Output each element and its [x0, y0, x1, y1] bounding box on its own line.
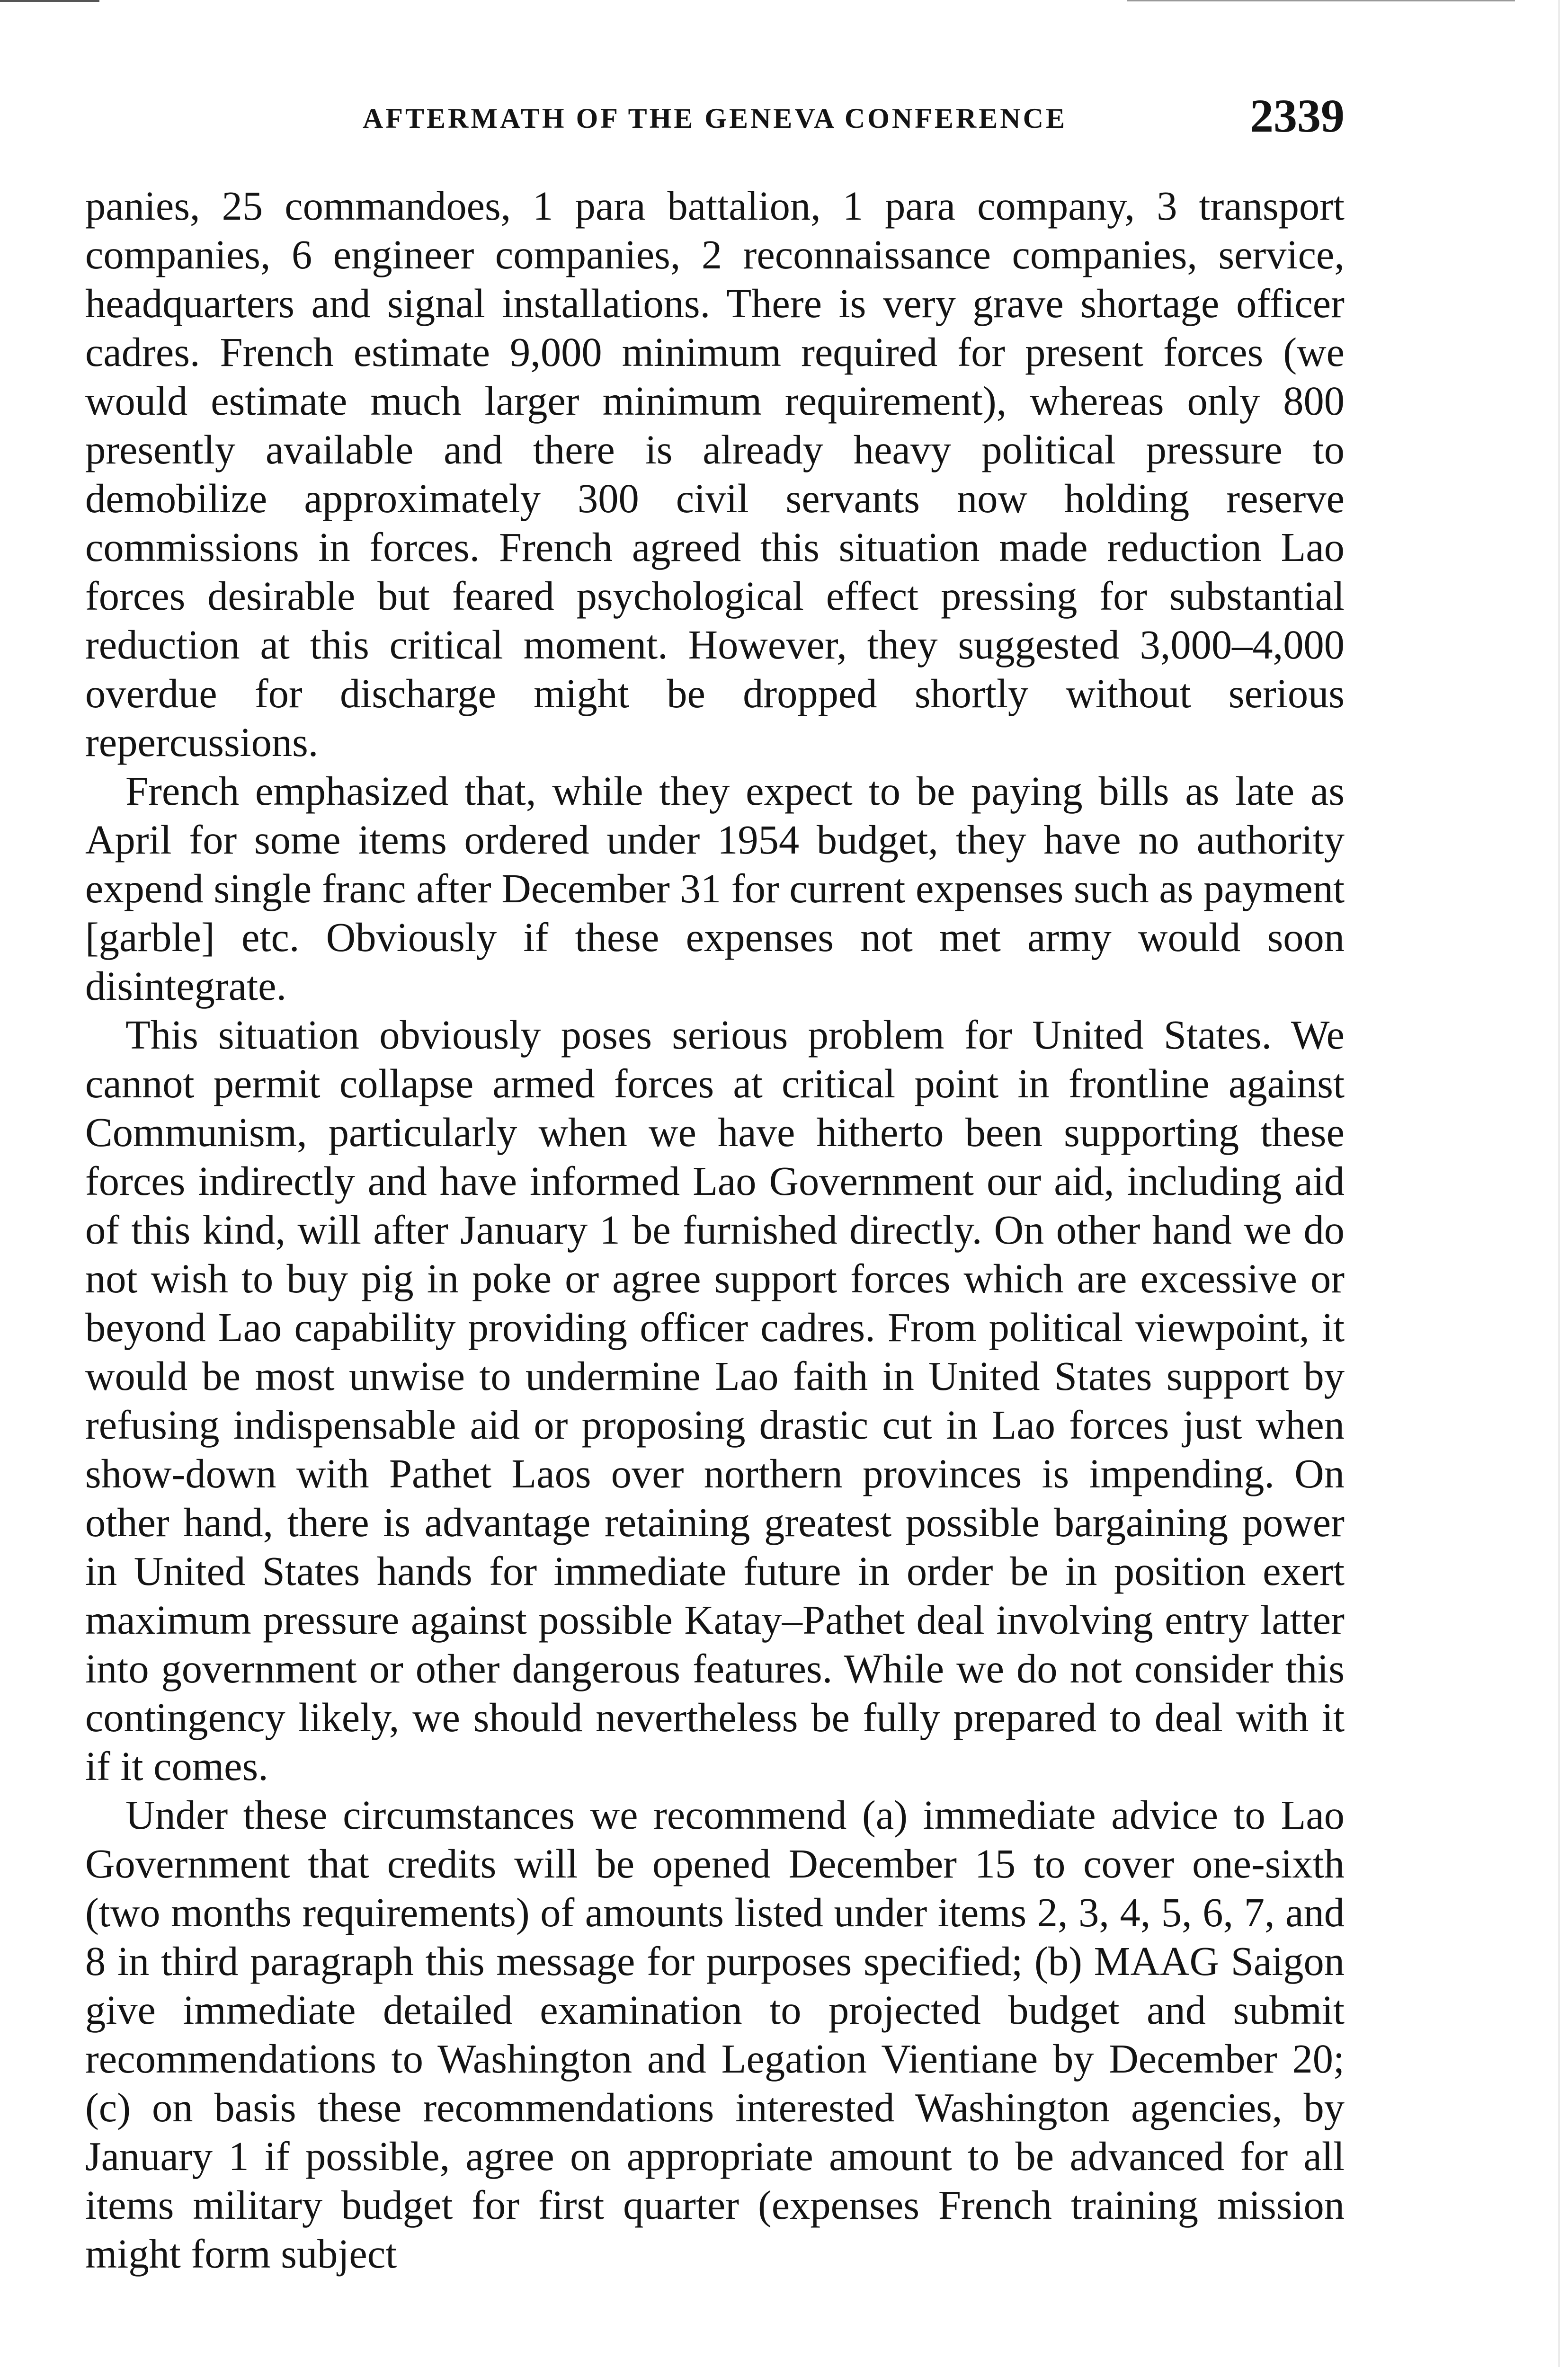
paragraph-2: French emphasized that, while they expect to be paying bills as late as April for some items ordered under 1954 budget, they have no authority expend single franc after December 31 for current expenses such as payment [garble] etc. Obviously if these expenses not met army would soon disintegrate. — [85, 768, 1345, 1009]
top-edge-rule — [0, 0, 99, 2]
top-edge-rule-right — [1127, 0, 1515, 1]
body-text — [85, 182, 1345, 2278]
running-head: AFTERMATH OF THE GENEVA CONFERENCE — [363, 103, 1067, 134]
page-header — [85, 90, 1345, 151]
paragraph-3: This situation obviously poses serious problem for United States. We cannot permit collapse armed forces at critical point in frontline against Communism, particularly when we have hitherto been supporting these forces indirectly and have informed Lao Government our aid, including aid of this kind, will after January 1 be furnished directly. On other hand we do not wish to buy pig in poke or agree support forces which are excessive or beyond Lao capability providing officer cadres. From political viewpoint, it would be most unwise to undermine Lao faith in United States support by refusing indispensable aid or proposing drastic cut in Lao forces just when show-down with Pathet Laos over northern provinces is impending. On other hand, there is advantage retaining greatest possible bargaining power in United States hands for immediate future in order be in position exert maximum pressure against possible Katay–Pathet deal involving entry latter into government or other dangerous features. While we do not consider this contingency likely, we should nevertheless be fully prepared to deal with it if it comes. — [85, 1012, 1345, 1789]
paragraph-4: Under these circumstances we recommend (a) immediate advice to Lao Government that credits will be opened December 15 to cover one-sixth (two months requirements) of amounts listed under items 2, 3, 4, 5, 6, 7, and 8 in third paragraph this message for purposes specified; (b) MAAG Saigon give immediate detailed examination to projected budget and submit recommendations to Washington and Legation Vientiane by December 20; (c) on basis these recommendations interested Washington agencies, by January 1 if possible, agree on appropriate amount to be advanced for all items military budget for first quarter (expenses French training mission might form subject — [85, 1792, 1345, 2277]
paragraph-1: panies, 25 commandoes, 1 para battalion, 1 para company, 3 transport companies, 6 engineer companies, 2 reconnaissance companies, service, headquarters and signal installations. There is very grave shortage officer cadres. French estimate 9,000 minimum required for present forces (we would estimate much larger minimum requirement), whereas only 800 presently available and there is already heavy political pressure to demobilize approximately 300 civil servants now holding reserve commissions in forces. French agreed this situation made reduction Lao forces desirable but feared psychological effect pressing for substantial reduction at this critical moment. However, they suggested 3,000–4,000 overdue for discharge might be dropped shortly without serious repercussions. — [85, 183, 1345, 765]
page-number: 2339 — [1250, 89, 1345, 142]
